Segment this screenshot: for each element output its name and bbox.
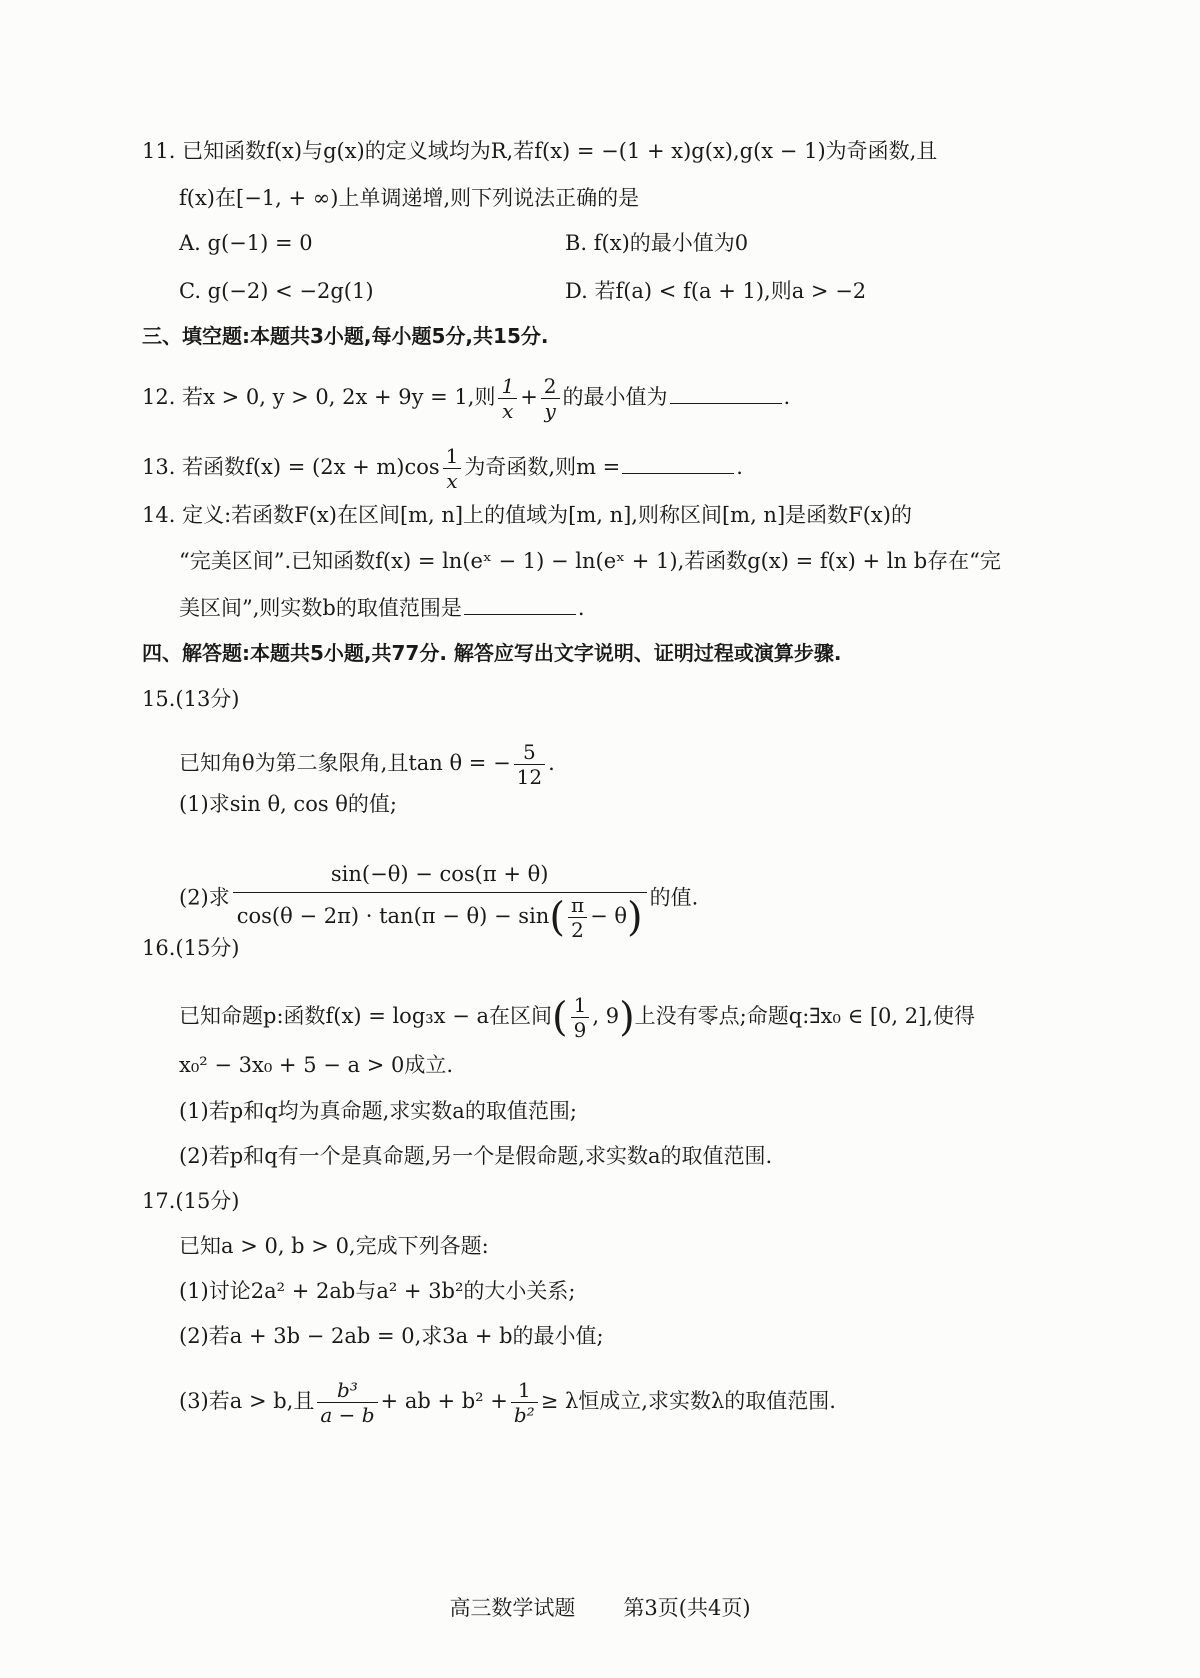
q12-frac1-num: 1 <box>498 374 517 399</box>
q12-stem-post: 的最小值为 <box>562 385 668 409</box>
q12-stem: 12. 若x > 0, y > 0, 2x + 9y = 1,则 <box>142 385 496 409</box>
q16-part2: (2)若p和q有一个是真命题,另一个是假命题,求实数a的取值范围. <box>179 1144 773 1168</box>
q15-left-paren: ( <box>549 894 565 941</box>
q15-big-fraction <box>233 856 647 942</box>
q16-stem <box>179 993 975 1042</box>
q15-p2-numerator: sin(−θ) − cos(π + θ) <box>233 856 647 893</box>
q15-p2-denominator <box>233 893 647 942</box>
q15-frac-num: 5 <box>514 740 545 765</box>
q16-interval-end: , 9 <box>592 1004 620 1028</box>
q17-frac2-den: b² <box>513 1403 535 1427</box>
q12-frac2-den: y <box>544 399 556 423</box>
q17-p3-mid: + ab + b² + <box>380 1389 508 1413</box>
q17-p3-pre: (3)若a > b,且 <box>179 1389 315 1413</box>
q14-stem-end: 美区间”,则实数b的取值范围是 <box>179 596 462 620</box>
q16-part1: (1)若p和q均为真命题,求实数a的取值范围; <box>179 1099 577 1123</box>
q12-answer-blank[interactable] <box>670 381 782 404</box>
q12-fraction-2 <box>541 374 560 423</box>
q16-fraction <box>571 993 590 1042</box>
q13-stem-post: 为奇函数,则m = <box>464 455 621 479</box>
q15-part1: (1)求sin θ, cos θ的值; <box>179 792 398 816</box>
q13-frac-num: 1 <box>443 444 462 469</box>
q17-stem: 已知a > 0, b > 0,完成下列各题: <box>179 1234 489 1258</box>
q14-stem-cont: “完美区间”.已知函数f(x) = ln(eˣ − 1) − ln(eˣ + 1),若函数g(x) = f(x) + ln b存在“完 <box>179 549 1001 573</box>
q16-heading: 16.(15分) <box>142 936 240 960</box>
q15-heading: 15.(13分) <box>142 687 240 711</box>
q11-option-c: C. g(−2) < −2g(1) <box>179 279 374 303</box>
q12-frac2-num: 2 <box>541 374 560 399</box>
q15-stem <box>179 740 555 789</box>
q11-option-a: A. g(−1) = 0 <box>179 231 313 255</box>
q13-frac-den: x <box>446 469 458 493</box>
q14-line3-content <box>179 592 585 623</box>
q17-frac1-num: b³ <box>317 1378 377 1403</box>
q15-stem-end: . <box>548 751 555 775</box>
footer-page-number: 第3页(共4页) <box>623 1596 751 1620</box>
q16-right-paren: ) <box>619 994 635 1041</box>
q17-p3-post: ≥ λ恒成立,求实数λ的取值范围. <box>540 1389 836 1413</box>
q11-option-b: B. f(x)的最小值为0 <box>565 231 749 255</box>
q16-frac-num: 1 <box>571 993 590 1018</box>
page-footer <box>0 1592 1200 1622</box>
q15-part2 <box>179 856 698 942</box>
q15-p2-post: 的值. <box>649 885 699 910</box>
q11-option-d: D. 若f(a) < f(a + 1),则a > −2 <box>565 279 867 303</box>
q15-pi: π <box>568 893 587 918</box>
q16-stem-cont: x₀² − 3x₀ + 5 − a > 0成立. <box>179 1053 454 1077</box>
q15-p2-pre: (2)求 <box>179 885 230 910</box>
q11-stem-cont: f(x)在[−1, + ∞)上单调递增,则下列说法正确的是 <box>179 186 640 210</box>
q12-plus: + <box>520 385 538 409</box>
q12-end: . <box>783 385 791 409</box>
q15-frac-den: 12 <box>516 765 543 789</box>
q15-right-paren: ) <box>627 894 643 941</box>
q15-pi-over-2 <box>568 893 587 942</box>
q17-part1: (1)讨论2a² + 2ab与a² + 3b²的大小关系; <box>179 1279 576 1303</box>
q16-stem-post: 上没有零点;命题q:∃x₀ ∈ [0, 2],使得 <box>634 1004 975 1028</box>
section-4-heading: 四、解答题:本题共5小题,共77分. 解答应写出文字说明、证明过程或演算步骤. <box>142 641 842 665</box>
q14-answer-blank[interactable] <box>464 592 576 615</box>
q15-p2-den-text: cos(θ − 2π) · tan(π − θ) − sin <box>236 904 550 928</box>
q13-fraction <box>443 444 462 493</box>
q17-fraction-2 <box>511 1378 538 1427</box>
q14-end: . <box>577 596 585 620</box>
q11-stem: 11. 已知函数f(x)与g(x)的定义域均为R,若f(x) = −(1 + x)g(x),g(x − 1)为奇函数,且 <box>142 139 938 163</box>
q17-part3 <box>179 1378 836 1427</box>
q13 <box>142 444 743 493</box>
q15-minus-theta: − θ <box>590 904 628 928</box>
q14-stem: 14. 定义:若函数F(x)在区间[m, n]上的值域为[m, n],则称区间[m, n]是函数F(x)的 <box>142 503 912 527</box>
q13-end: . <box>736 455 743 479</box>
section-3-heading: 三、填空题:本题共3小题,每小题5分,共15分. <box>142 324 549 348</box>
q13-stem: 13. 若函数f(x) = (2x + m)cos <box>142 455 440 479</box>
q12 <box>142 374 790 423</box>
q17-frac2-num: 1 <box>511 1378 538 1403</box>
q16-stem-text: 已知命题p:函数f(x) = log₃x − a在区间 <box>179 1004 552 1028</box>
q17-part2: (2)若a + 3b − 2ab = 0,求3a + b的最小值; <box>179 1324 604 1348</box>
q17-heading: 17.(15分) <box>142 1189 240 1213</box>
q15-fraction <box>514 740 545 789</box>
q15-stem-text: 已知角θ为第二象限角,且tan θ = − <box>179 751 511 775</box>
q12-frac1-den: x <box>502 399 514 423</box>
q17-fraction-1 <box>317 1378 377 1427</box>
q13-answer-blank[interactable] <box>622 451 734 474</box>
q12-fraction-1 <box>498 374 517 423</box>
footer-title: 高三数学试题 <box>449 1596 576 1620</box>
q17-frac1-den: a − b <box>320 1403 375 1427</box>
q16-frac-den: 9 <box>573 1018 587 1042</box>
q15-two: 2 <box>571 918 584 942</box>
q16-left-paren: ( <box>552 994 568 1041</box>
